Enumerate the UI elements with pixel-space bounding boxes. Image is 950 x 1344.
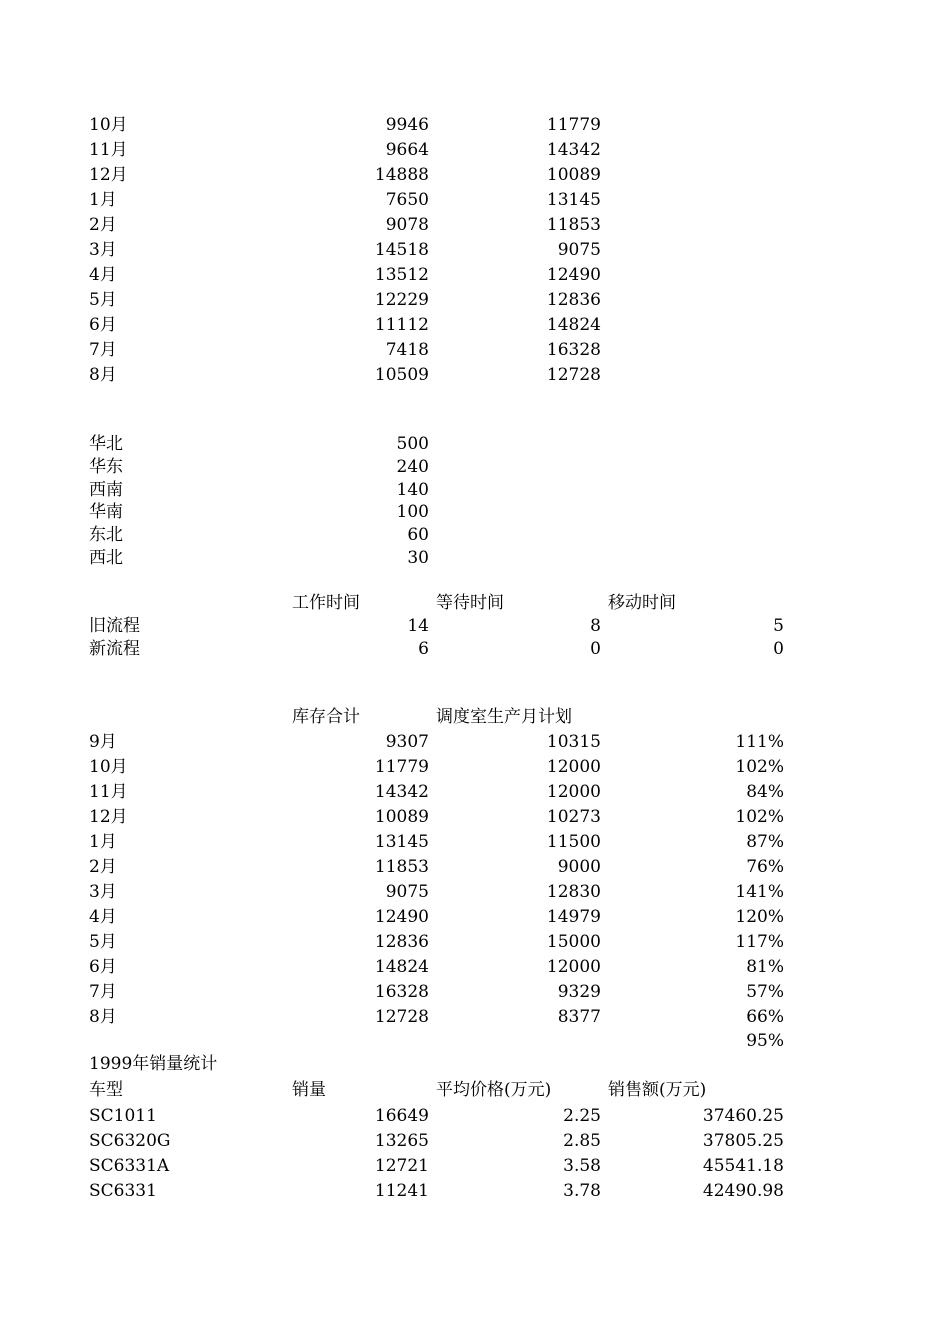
- table-row: [0, 239, 950, 261]
- value-cell: 12836: [546, 290, 601, 310]
- qty-cell: 13265: [374, 1131, 429, 1151]
- ratio-cell: 141%: [735, 882, 784, 902]
- value-cell: 14824: [546, 315, 601, 335]
- month-cell: 4月: [89, 265, 117, 285]
- model-cell: SC6320G: [89, 1131, 171, 1151]
- value-cell: 9946: [385, 115, 429, 135]
- table-row: [0, 1130, 950, 1152]
- stock-cell: 14824: [374, 957, 429, 977]
- total-ratio-cell: 95%: [746, 1031, 784, 1051]
- work-time: 14: [407, 616, 429, 636]
- amount-cell: 42490.98: [702, 1181, 784, 1201]
- qty-cell: 11241: [374, 1181, 429, 1201]
- table-row: [0, 189, 950, 211]
- table-header-row: [0, 706, 950, 728]
- table-row: [0, 364, 950, 386]
- table-row: [0, 289, 950, 311]
- table-header-row: [0, 592, 950, 614]
- table-row: [0, 1180, 950, 1202]
- table-row: [0, 615, 950, 637]
- table-row: [0, 1006, 950, 1028]
- table-header-row: [0, 1079, 950, 1101]
- plan-cell: 9000: [557, 857, 601, 877]
- ratio-cell: 66%: [746, 1007, 784, 1027]
- stock-cell: 9075: [385, 882, 429, 902]
- table-row: [0, 339, 950, 361]
- month-cell: 1月: [89, 190, 117, 210]
- table-total-row: [0, 1030, 950, 1052]
- price-cell: 2.85: [563, 1131, 601, 1151]
- ratio-cell: 81%: [746, 957, 784, 977]
- month-cell: 6月: [89, 315, 117, 335]
- column-header: 销量: [292, 1080, 326, 1100]
- table-row: [0, 806, 950, 828]
- table-row: [0, 906, 950, 928]
- column-header: 调度室生产月计划: [436, 707, 572, 727]
- month-cell: 7月: [89, 340, 117, 360]
- month-cell: 3月: [89, 240, 117, 260]
- process-name: 旧流程: [89, 616, 140, 636]
- stock-cell: 11779: [374, 757, 429, 777]
- month-cell: 12月: [89, 165, 128, 185]
- ratio-cell: 87%: [746, 832, 784, 852]
- table-row: [0, 638, 950, 660]
- month-cell: 10月: [89, 115, 128, 135]
- month-cell: 11月: [89, 140, 128, 160]
- ratio-cell: 102%: [735, 807, 784, 827]
- region-name: 西北: [89, 548, 123, 568]
- region-name: 华北: [89, 434, 123, 454]
- ratio-cell: 111%: [735, 732, 784, 752]
- stock-cell: 12728: [374, 1007, 429, 1027]
- value-cell: 12490: [546, 265, 601, 285]
- month-cell: 8月: [89, 1007, 117, 1027]
- month-cell: 3月: [89, 882, 117, 902]
- region-value: 100: [396, 502, 429, 522]
- month-cell: 12月: [89, 807, 128, 827]
- table-row: [0, 1155, 950, 1177]
- month-cell: 5月: [89, 932, 117, 952]
- value-cell: 13512: [374, 265, 429, 285]
- table-row: [0, 114, 950, 136]
- month-cell: 2月: [89, 857, 117, 877]
- column-header: 工作时间: [292, 593, 360, 613]
- plan-cell: 10315: [546, 732, 601, 752]
- table-row: [0, 479, 950, 501]
- plan-cell: 12000: [546, 957, 601, 977]
- stock-cell: 14342: [374, 782, 429, 802]
- plan-cell: 12000: [546, 782, 601, 802]
- ratio-cell: 57%: [746, 982, 784, 1002]
- region-value: 60: [407, 525, 429, 545]
- region-name: 东北: [89, 525, 123, 545]
- table-row: [0, 264, 950, 286]
- process-name: 新流程: [89, 639, 140, 659]
- region-value: 500: [396, 434, 429, 454]
- value-cell: 11853: [546, 215, 601, 235]
- value-cell: 14518: [374, 240, 429, 260]
- column-header: 库存合计: [292, 707, 360, 727]
- table-row: [0, 314, 950, 336]
- table-row: [0, 781, 950, 803]
- stock-cell: 12836: [374, 932, 429, 952]
- value-cell: 7650: [385, 190, 429, 210]
- value-cell: 9075: [557, 240, 601, 260]
- month-cell: 9月: [89, 732, 117, 752]
- table-row: [0, 501, 950, 523]
- value-cell: 9664: [385, 140, 429, 160]
- price-cell: 3.58: [563, 1156, 601, 1176]
- plan-cell: 15000: [546, 932, 601, 952]
- sales-title: 1999年销量统计: [89, 1054, 218, 1074]
- table-row: [0, 139, 950, 161]
- table-row: [0, 214, 950, 236]
- qty-cell: 12721: [374, 1156, 429, 1176]
- value-cell: 14342: [546, 140, 601, 160]
- region-name: 西南: [89, 480, 123, 500]
- table-row: [0, 433, 950, 455]
- region-value: 140: [396, 480, 429, 500]
- value-cell: 12229: [374, 290, 429, 310]
- table-row: [0, 931, 950, 953]
- move-time: 5: [773, 616, 784, 636]
- region-value: 30: [407, 548, 429, 568]
- model-cell: SC6331A: [89, 1156, 170, 1176]
- table-row: [0, 756, 950, 778]
- stock-cell: 11853: [374, 857, 429, 877]
- month-cell: 2月: [89, 215, 117, 235]
- month-cell: 7月: [89, 982, 117, 1002]
- plan-cell: 11500: [546, 832, 601, 852]
- column-header: 等待时间: [436, 593, 504, 613]
- plan-cell: 14979: [546, 907, 601, 927]
- month-cell: 8月: [89, 365, 117, 385]
- value-cell: 10509: [374, 365, 429, 385]
- stock-cell: 16328: [374, 982, 429, 1002]
- value-cell: 16328: [546, 340, 601, 360]
- value-cell: 13145: [546, 190, 601, 210]
- column-header: 平均价格(万元): [436, 1080, 552, 1100]
- model-cell: SC1011: [89, 1106, 157, 1126]
- table-row: [0, 456, 950, 478]
- table-row: [0, 164, 950, 186]
- amount-cell: 37460.25: [702, 1106, 784, 1126]
- table-row: [0, 981, 950, 1003]
- stock-cell: 10089: [374, 807, 429, 827]
- plan-cell: 12830: [546, 882, 601, 902]
- plan-cell: 12000: [546, 757, 601, 777]
- month-cell: 4月: [89, 907, 117, 927]
- work-time: 6: [418, 639, 429, 659]
- table-row: [0, 1105, 950, 1127]
- plan-cell: 8377: [557, 1007, 601, 1027]
- wait-time: 8: [590, 616, 601, 636]
- stock-cell: 13145: [374, 832, 429, 852]
- value-cell: 9078: [385, 215, 429, 235]
- price-cell: 2.25: [563, 1106, 601, 1126]
- move-time: 0: [773, 639, 784, 659]
- plan-cell: 9329: [557, 982, 601, 1002]
- amount-cell: 37805.25: [702, 1131, 784, 1151]
- table-row: [0, 881, 950, 903]
- amount-cell: 45541.18: [702, 1156, 784, 1176]
- month-cell: 5月: [89, 290, 117, 310]
- value-cell: 11779: [546, 115, 601, 135]
- table-row: [0, 856, 950, 878]
- ratio-cell: 84%: [746, 782, 784, 802]
- wait-time: 0: [590, 639, 601, 659]
- region-name: 华东: [89, 457, 123, 477]
- model-cell: SC6331: [89, 1181, 157, 1201]
- column-header: 车型: [89, 1080, 123, 1100]
- column-header: 销售额(万元): [608, 1080, 707, 1100]
- month-cell: 10月: [89, 757, 128, 777]
- value-cell: 14888: [374, 165, 429, 185]
- value-cell: 12728: [546, 365, 601, 385]
- table-row: [0, 956, 950, 978]
- value-cell: 11112: [374, 315, 429, 335]
- table-row: [0, 524, 950, 546]
- plan-cell: 10273: [546, 807, 601, 827]
- region-name: 华南: [89, 502, 123, 522]
- qty-cell: 16649: [374, 1106, 429, 1126]
- table-row: [0, 831, 950, 853]
- table-row: [0, 731, 950, 753]
- value-cell: 7418: [385, 340, 429, 360]
- value-cell: 10089: [546, 165, 601, 185]
- stock-cell: 12490: [374, 907, 429, 927]
- ratio-cell: 76%: [746, 857, 784, 877]
- ratio-cell: 102%: [735, 757, 784, 777]
- month-cell: 11月: [89, 782, 128, 802]
- region-value: 240: [396, 457, 429, 477]
- stock-cell: 9307: [385, 732, 429, 752]
- column-header: 移动时间: [608, 593, 676, 613]
- ratio-cell: 120%: [735, 907, 784, 927]
- table-title-row: [0, 1053, 950, 1075]
- table-row: [0, 547, 950, 569]
- month-cell: 6月: [89, 957, 117, 977]
- month-cell: 1月: [89, 832, 117, 852]
- ratio-cell: 117%: [735, 932, 784, 952]
- price-cell: 3.78: [563, 1181, 601, 1201]
